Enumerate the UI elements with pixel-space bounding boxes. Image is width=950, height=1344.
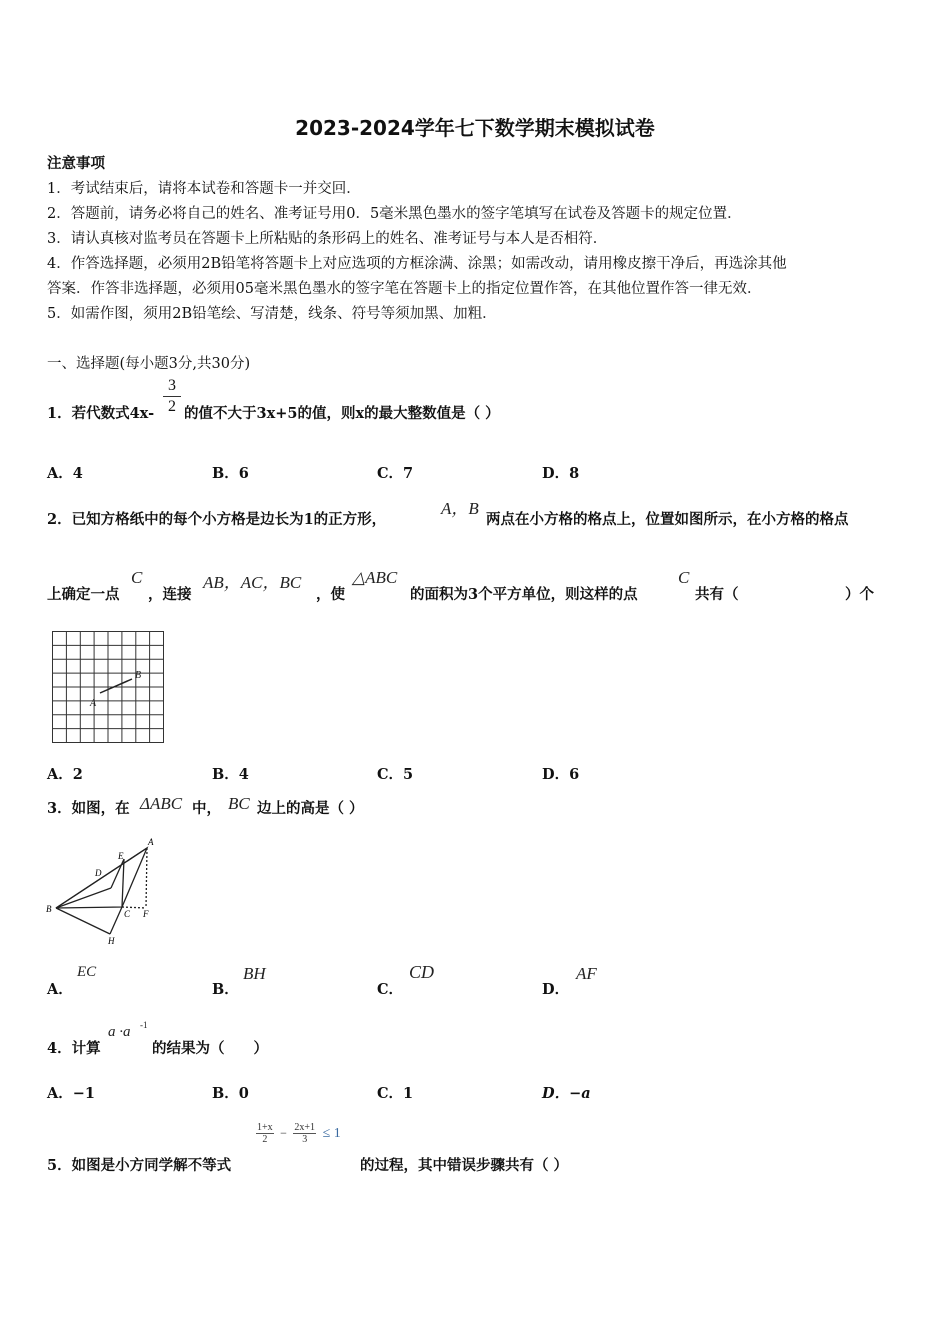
q3-option-a-letter: A． xyxy=(47,981,73,998)
q1-frac-num: 3 xyxy=(168,377,176,394)
q4-math-expr: a ·a xyxy=(108,1024,131,1040)
notice-line: 3．请认真核对监考员在答题卡上所粘贴的条形码上的姓名、准考证号与本人是否相符． xyxy=(47,231,608,247)
q5-prefix: 5．如图是小方同学解不等式 xyxy=(47,1157,232,1174)
q3-option-c-value: CD xyxy=(409,962,435,982)
q2-option-a: A．2 xyxy=(47,766,83,783)
q2-line2-e: 共有（ xyxy=(695,586,739,603)
q3-suffix: 边上的高是（ ） xyxy=(257,800,364,817)
tri-label-b: B xyxy=(46,904,52,914)
notice-line: 答案．作答非选择题，必须用05毫米黑色墨水的签字笔在答题卡上的指定位置作答，在其他位置作答一律无效． xyxy=(47,281,762,297)
q2-line2-d: 的面积为3个平方单位，则这样的点 xyxy=(410,586,638,603)
q2-line2-c: ，使 xyxy=(316,586,345,603)
q2-math-c: C xyxy=(131,568,143,587)
notice-heading: 注意事项 xyxy=(47,155,105,172)
q2-math-segs: AB，AC，BC xyxy=(203,573,302,592)
section-heading: 一、选择题(每小题3分,共30分) xyxy=(47,356,251,372)
grid-label-b: B xyxy=(135,670,142,681)
q4-exponent: -1 xyxy=(140,1020,148,1030)
q3-prefix: 3．如图，在 xyxy=(47,800,130,817)
q5-ineq-num1: 1+x xyxy=(257,1122,273,1133)
q1-option-a: A．4 xyxy=(47,465,83,482)
tri-label-a: A xyxy=(148,837,154,847)
q2-line1-prefix: 2．已知方格纸中的每个小方格是边长为1的正方形， xyxy=(47,511,387,528)
q5-ineq-den1: 2 xyxy=(262,1134,268,1145)
q2-option-c: C．5 xyxy=(377,766,414,783)
page-title: 2023-2024学年七下数学期末模拟试卷 xyxy=(295,116,655,140)
notice-line: 2．答题前，请务必将自己的姓名、准考证号用0．5毫米黑色墨水的签字笔填写在试卷及答题卡的规定位置． xyxy=(47,206,742,222)
q2-line2-b: ，连接 xyxy=(148,586,192,603)
q3-mid: 中， xyxy=(192,800,221,817)
notice-line: 4．作答选择题，必须用2B铅笔将答题卡上对应选项的方框涂满、涂黑；如需改动，请用橡皮擦干净后，再选涂其他 xyxy=(47,256,787,272)
q1-frac-den: 2 xyxy=(168,398,176,415)
q5-ineq-num2: 2x+1 xyxy=(294,1122,316,1133)
q3-option-d-letter: D． xyxy=(542,981,570,998)
q3-math-bc: BC xyxy=(228,794,250,813)
q1-option-c: C．7 xyxy=(377,465,414,482)
grid-label-a: A xyxy=(90,698,97,709)
q3-option-b-letter: B． xyxy=(212,981,239,998)
q2-line2-a: 上确定一点 xyxy=(47,586,120,603)
q5-suffix: 的过程，其中错误步骤共有（ ） xyxy=(360,1157,569,1174)
q2-line1-suffix: 两点在小方格的格点上，位置如图所示，在小方格的格点 xyxy=(486,511,849,528)
q1-suffix: 的值不大于3x+5的值，则x的最大整数值是（ ） xyxy=(184,405,500,422)
q2-math-ab: A，B xyxy=(441,499,479,518)
q1-option-b: B．6 xyxy=(212,465,249,482)
q3-math-tri: ΔABC xyxy=(140,794,183,813)
grid-figure xyxy=(52,631,166,744)
notice-line: 1．考试结束后，请将本试卷和答题卡一并交回． xyxy=(47,181,361,197)
q2-math-c2: C xyxy=(678,568,690,587)
q4-suffix: 的结果为（ ） xyxy=(152,1040,268,1057)
tri-label-c: C xyxy=(124,909,131,919)
q4-option-a: A．−1 xyxy=(47,1085,95,1102)
q2-line2-f: ）个 xyxy=(845,586,874,603)
q2-option-d: D．6 xyxy=(542,766,580,783)
q2-math-tri: △ABC xyxy=(352,568,398,587)
tri-label-h: H xyxy=(108,936,115,946)
q4-prefix: 4．计算 xyxy=(47,1040,101,1057)
tri-label-e: E xyxy=(118,851,124,861)
q1-fraction xyxy=(163,377,181,416)
notice-line: 5．如需作图，须用2B铅笔绘、写清楚，线条、符号等须加黑、加粗． xyxy=(47,306,497,322)
q3-option-d-value: AF xyxy=(576,964,597,983)
q4-option-c: C．1 xyxy=(377,1085,414,1102)
q5-inequality xyxy=(256,1122,341,1145)
triangle-figure xyxy=(44,835,164,947)
q5-ineq-den2: 3 xyxy=(302,1134,308,1145)
q4-option-b: B．0 xyxy=(212,1085,249,1102)
tri-label-f: F xyxy=(143,909,149,919)
q2-option-b: B．4 xyxy=(212,766,249,783)
q5-ineq-rel: ≤ 1 xyxy=(322,1125,341,1141)
q4-option-d: D．−a xyxy=(542,1085,591,1102)
q1-prefix: 1．若代数式4x- xyxy=(47,405,155,422)
q5-ineq-op: − xyxy=(280,1126,287,1140)
q3-option-c-letter: C． xyxy=(377,981,404,998)
segment-ab xyxy=(100,679,132,693)
q3-option-a-value: EC xyxy=(77,964,97,980)
q3-option-b-value: BH xyxy=(243,964,266,983)
tri-label-d: D xyxy=(95,868,102,878)
q1-option-d: D．8 xyxy=(542,465,580,482)
